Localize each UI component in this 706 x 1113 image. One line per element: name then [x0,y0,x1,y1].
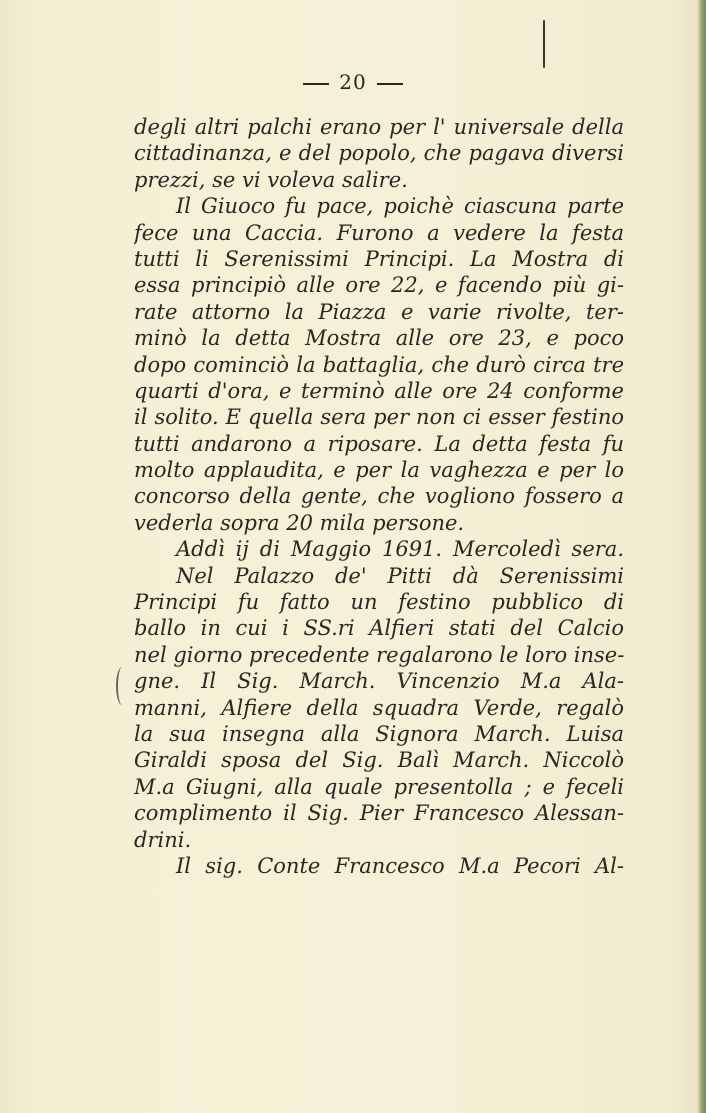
folio-dash-right [377,83,403,85]
body-text [134,114,624,879]
text-line: la sua insegna alla Signora March. Luisa [134,721,624,746]
text-line: tutti li Serenissimi Principi. La Mostra di [134,246,624,271]
text-line: quarti d'ora, e terminò alle ore 24 conforme [134,378,624,403]
page-number [0,70,706,94]
ink-mark-left [116,667,128,705]
text-line: Il Giuoco fu pace, poichè ciascuna parte [176,194,624,219]
text-line: molto applaudita, e per la vaghezza e per lo [134,458,624,483]
page-number-text: 20 [339,70,367,94]
text-line: gne. Il Sig. March. Vincenzio M.a Ala- [134,669,624,694]
text-line: manni, Alfiere della squadra Verde, regalò [134,695,624,720]
text-line: complimento il Sig. Pier Francesco Alessan- [134,801,624,826]
text-line: vederla sopra 20 mila persone. [134,510,465,535]
page-edge [698,0,706,1113]
text-line: drini. [134,827,192,852]
text-line: M.a Giugni, alla quale presentolla ; e feceli [134,774,624,799]
text-line: Addì ij di Maggio 1691. Mercoledì sera. [176,537,624,562]
text-line: cittadinanza, e del popolo, che pagava diversi [134,141,624,166]
text-line: degli altri palchi erano per l' universale della [134,115,624,139]
text-line: Giraldi sposa del Sig. Balì March. Niccolò [134,748,624,773]
text-line: rate attorno la Piazza e varie rivolte, ter- [134,299,624,324]
folio-dash-left [303,83,329,85]
text-line: concorso della gente, che vogliono fossero a [134,484,624,509]
text-line: prezzi, se vi voleva salire. [134,167,408,192]
text-line: Il sig. Conte Francesco M.a Pecori Al- [176,853,624,878]
text-line: minò la detta Mostra alle ore 23, e poco [134,326,624,351]
text-line: Nel Palazzo de' Pitti dà Serenissimi [176,563,624,588]
text-line: il solito. E quella sera per non ci esser festino [134,405,624,430]
text-line: fece una Caccia. Furono a vedere la festa [134,220,624,245]
ink-mark-top [543,20,545,68]
text-line: Principi fu fatto un festino pubblico di [134,590,624,615]
text-line: ballo in cui i SS.ri Alfieri stati del Calcio [134,616,624,641]
text-line: essa principiò alle ore 22, e facendo più gi- [134,273,624,298]
text-line: nel giorno precedente regalarono le loro inse- [134,642,624,667]
text-line: tutti andarono a riposare. La detta festa fu [134,431,624,456]
text-line: dopo cominciò la battaglia, che durò circa tre [134,352,624,377]
